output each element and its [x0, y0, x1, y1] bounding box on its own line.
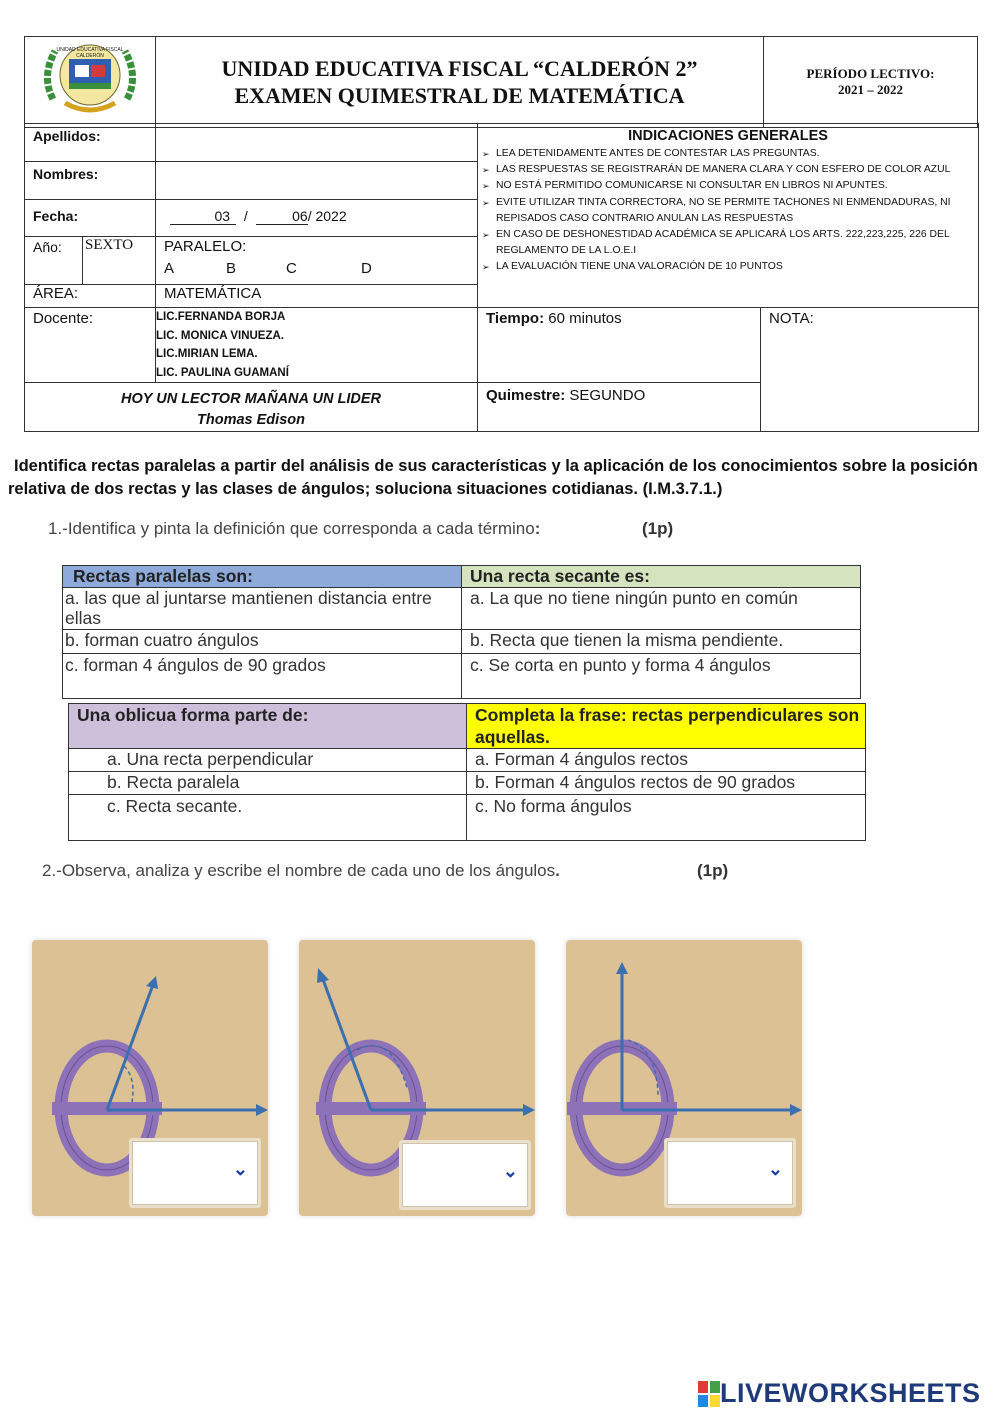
- period-label: PERÍODO LECTIVO:: [806, 66, 935, 81]
- option-cell[interactable]: a. Forman 4 ángulos rectos: [467, 749, 866, 772]
- area-label: ÁREA:: [25, 285, 156, 308]
- q2-prompt-text: 2.-Observa, analiza y escribe el nombre de cada uno de los ángulos: [42, 861, 556, 880]
- liveworksheets-logo: [698, 1378, 981, 1409]
- fecha-year: / 2022: [307, 208, 347, 224]
- exam-header-table: [24, 36, 978, 128]
- nombres-label: Nombres:: [25, 162, 156, 200]
- docente-name: LIC. PAULINA GUAMANÍ: [156, 366, 289, 379]
- fecha-day: 03: [170, 208, 236, 225]
- option-cell[interactable]: c. Recta secante.: [69, 795, 467, 841]
- paralelo-option-c[interactable]: C: [286, 260, 297, 277]
- paralelo-option-d[interactable]: D: [361, 260, 372, 277]
- option-cell[interactable]: c. Se corta en punto y forma 4 ángulos: [462, 654, 861, 699]
- quimestre-label: Quimestre:: [486, 387, 566, 404]
- option-cell[interactable]: b. Recta que tienen la misma pendiente.: [462, 630, 861, 654]
- q1-points: (1p): [642, 519, 674, 538]
- q1-prompt: [48, 519, 540, 539]
- school-logo-icon: [25, 37, 155, 124]
- chevron-down-icon: ⌄: [232, 1159, 248, 1179]
- angle-panel-3: [566, 940, 802, 1216]
- brand-worksheets: WORKSHEETS: [782, 1378, 981, 1408]
- anio-label: Año:: [25, 237, 83, 285]
- option-cell[interactable]: c. No forma ángulos: [467, 795, 866, 841]
- paralelo-label: PARALELO:: [164, 238, 247, 255]
- q1-prompt-text: 1.-Identifica y pinta la definición que corresponda a cada término: [48, 519, 535, 538]
- quimestre-cell: [478, 383, 761, 432]
- table2-header-left: Una oblicua forma parte de:: [69, 704, 467, 749]
- nota-label: NOTA:: [769, 310, 814, 327]
- fecha-label: Fecha:: [25, 200, 156, 237]
- indicacion-item: ➢ EN CASO DE DESHONESTIDAD ACADÉMICA SE APLICARÁ LOS ARTS. 222,223,225, 226 DEL REGLAMENTO DE LA L.O.E.I: [482, 227, 974, 259]
- q2-prompt: [42, 861, 560, 881]
- indicaciones-cell: [478, 124, 979, 308]
- logo-text-mid: CALDERÓN: [76, 53, 104, 59]
- tiempo-cell: [478, 308, 761, 383]
- q1-table-1: [62, 565, 861, 699]
- paralelo-option-b[interactable]: B: [226, 260, 237, 277]
- indicacion-item: ➢ EVITE UTILIZAR TINTA CORRECTORA, NO SE PERMITE TACHONES NI ENMENDADURAS, NI REPISADOS CASO CONTRARIO ANULAN LAS RESPUESTAS: [482, 195, 974, 227]
- angle-panel-1: [32, 940, 268, 1216]
- docente-name: LIC.FERNANDA BORJA: [156, 311, 286, 323]
- logo-cell: [25, 37, 156, 128]
- option-cell[interactable]: b. Recta paralela: [69, 772, 467, 795]
- title-cell: [156, 37, 764, 128]
- q2-points: (1p): [697, 861, 729, 880]
- docente-name: LIC. MONICA VINUEZA.: [156, 329, 285, 342]
- student-info-table: [24, 123, 979, 432]
- area-value: MATEMÁTICA: [156, 285, 478, 308]
- option-cell[interactable]: c. forman 4 ángulos de 90 grados: [63, 654, 462, 699]
- nombres-field[interactable]: [156, 162, 478, 200]
- logo-text-top: UNIDAD EDUCATIVA FISCAL: [56, 47, 124, 53]
- fecha-value: 03 / 06/ 2022: [156, 200, 478, 237]
- paralelo-cell: [156, 237, 478, 285]
- q1-table-2: [68, 703, 866, 841]
- indicacion-item: ➢ LAS RESPUESTAS SE REGISTRARÁN DE MANERA CLARA Y CON ESFERO DE COLOR AZUL: [482, 162, 974, 178]
- brand-live: LIVE: [720, 1378, 783, 1408]
- docente-name: LIC.MIRIAN LEMA.: [156, 348, 258, 360]
- motto-cell: [25, 383, 478, 432]
- indicaciones-title: INDICACIONES GENERALES: [628, 128, 828, 144]
- exam-title: EXAMEN QUIMESTRAL DE MATEMÁTICA: [234, 83, 685, 108]
- tiempo-value: 60 minutos: [548, 310, 622, 327]
- option-cell[interactable]: a. Una recta perpendicular: [69, 749, 467, 772]
- angle-answer-dropdown-3[interactable]: [664, 1138, 796, 1208]
- table1-header-right: Una recta secante es:: [462, 566, 861, 588]
- option-cell[interactable]: b. forman cuatro ángulos: [63, 630, 462, 654]
- angle-answer-dropdown-1[interactable]: [129, 1138, 261, 1208]
- paralelo-options: [164, 257, 469, 281]
- motto-text: HOY UN LECTOR MAÑANA UN LIDER: [121, 391, 381, 407]
- q2-prompt-period: .: [555, 861, 560, 880]
- chevron-down-icon: ⌄: [502, 1161, 518, 1181]
- nota-cell[interactable]: [761, 308, 979, 432]
- option-cell[interactable]: b. Forman 4 ángulos rectos de 90 grados: [467, 772, 866, 795]
- objective-text: Identifica rectas paralelas a partir del análisis de sus características y la aplicación de los conocimientos sobre la posición relativa de dos rectas y las clases de ángulos; soluciona situaciones cotidianas. (I.M.3.7.1.): [8, 457, 978, 498]
- apellidos-field[interactable]: [156, 124, 478, 162]
- chevron-down-icon: ⌄: [767, 1159, 783, 1179]
- option-cell[interactable]: a. La que no tiene ningún punto en común: [462, 588, 861, 630]
- angle-answer-dropdown-2[interactable]: [399, 1140, 531, 1210]
- indicacion-item: ➢ NO ESTÁ PERMITIDO COMUNICARSE NI CONSULTAR EN LIBROS NI APUNTES.: [482, 178, 974, 194]
- option-cell[interactable]: a. las que al juntarse mantienen distancia entre ellas: [63, 588, 462, 630]
- table1-header-left: Rectas paralelas son:: [63, 566, 462, 588]
- indicacion-item: ➢ LEA DETENIDAMENTE ANTES DE CONTESTAR LAS PREGUNTAS.: [482, 146, 974, 162]
- indicaciones-list: [482, 146, 974, 276]
- liveworksheets-mark-icon: [698, 1381, 720, 1407]
- table2-header-right: Completa la frase: rectas perpendiculares son aquellas.: [467, 704, 866, 749]
- motto-author: Thomas Edison: [197, 412, 305, 428]
- angle-panel-2: [299, 940, 535, 1216]
- docente-list: [156, 308, 478, 383]
- q1-prompt-colon: :: [534, 519, 541, 538]
- paralelo-option-a[interactable]: A: [164, 260, 175, 277]
- apellidos-label: Apellidos:: [25, 124, 156, 162]
- period-value: 2021 – 2022: [838, 82, 903, 97]
- fecha-month: 06: [256, 208, 308, 225]
- docente-label: Docente:: [25, 308, 156, 383]
- quimestre-value: SEGUNDO: [569, 387, 646, 404]
- anio-value: SEXTO: [83, 237, 156, 285]
- school-name: UNIDAD EDUCATIVA FISCAL “CALDERÓN 2”: [221, 56, 698, 81]
- indicacion-item: ➢ LA EVALUACIÓN TIENE UNA VALORACIÓN DE 10 PUNTOS: [482, 259, 974, 275]
- period-cell: [764, 37, 978, 128]
- tiempo-label: Tiempo:: [486, 310, 545, 327]
